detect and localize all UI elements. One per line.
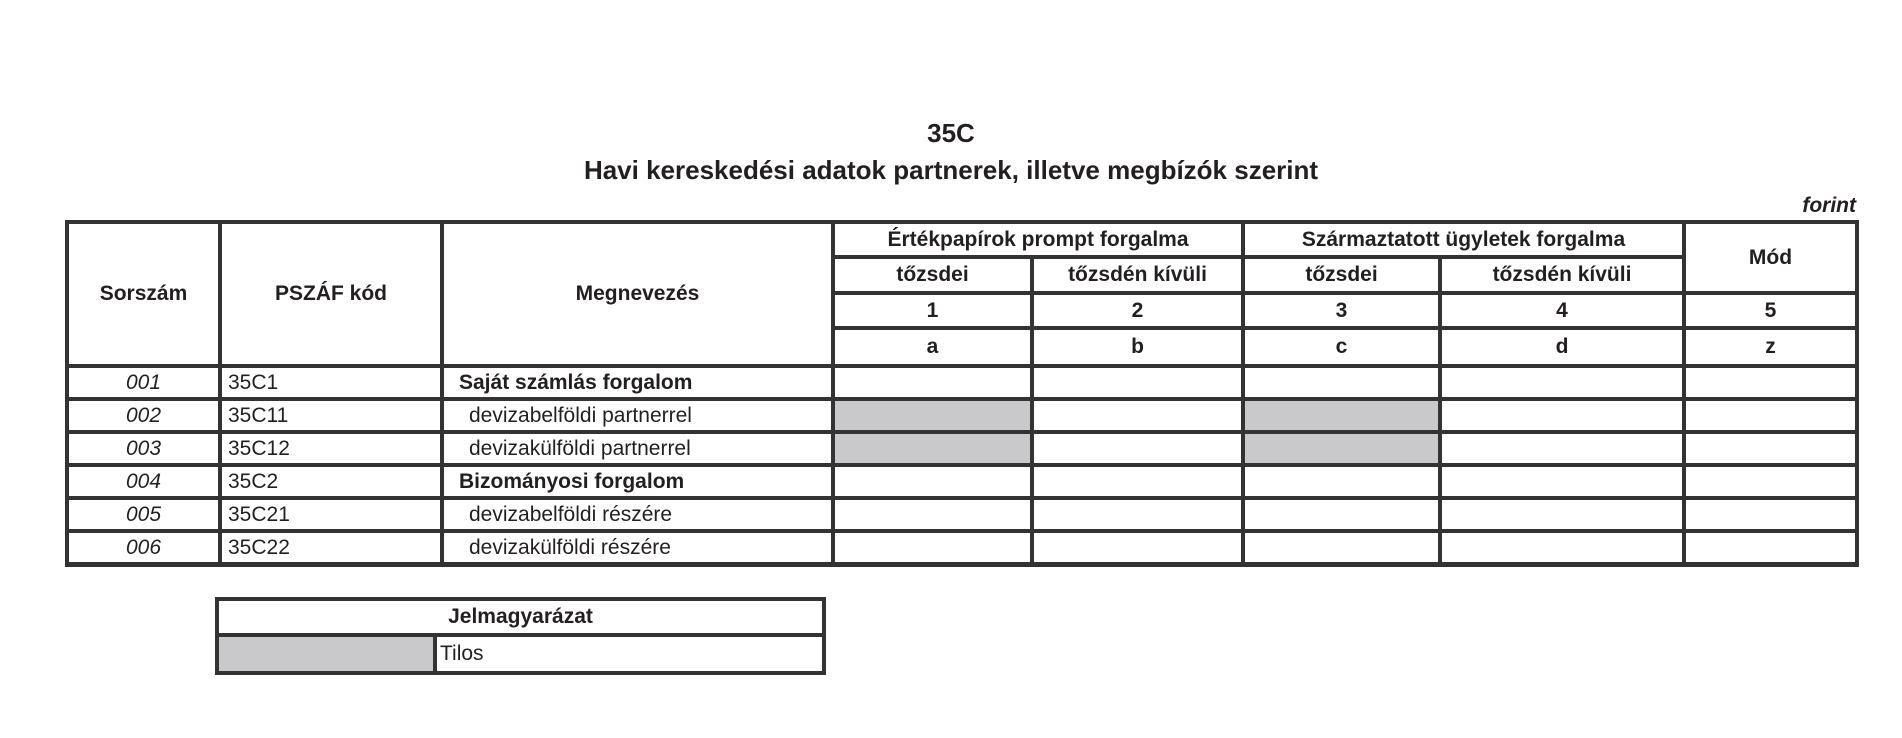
column-number: 2 (1034, 295, 1241, 326)
row-pszaf-kod: 35C1 (222, 368, 440, 397)
column-number: 5 (1686, 295, 1855, 326)
data-cell-a[interactable] (835, 368, 1030, 397)
data-cell-z[interactable] (1686, 467, 1855, 496)
data-cell-d[interactable] (1442, 368, 1682, 397)
column-letter: a (835, 330, 1030, 364)
row-megnevezes: devizabelföldi partnerrel (444, 401, 831, 430)
data-cell-z[interactable] (1686, 434, 1855, 463)
row-megnevezes: Bizományosi forgalom (444, 467, 831, 496)
data-cell-c[interactable] (1245, 467, 1438, 496)
data-cell-c[interactable] (1245, 500, 1438, 529)
row-sorszam: 002 (69, 401, 218, 430)
data-cell-b[interactable] (1034, 401, 1241, 430)
row-pszaf-kod: 35C2 (222, 467, 440, 496)
data-cell-d[interactable] (1442, 401, 1682, 430)
header-megnevezes: Megnevezés (444, 224, 831, 364)
column-letter: d (1442, 330, 1682, 364)
data-cell-b[interactable] (1034, 434, 1241, 463)
column-letter: b (1034, 330, 1241, 364)
header-tozsden-kivuli-szarmaztatott: tőzsdén kívüli (1442, 259, 1682, 291)
column-letter: z (1686, 330, 1855, 364)
header-tozsdei-szarmaztatott: tőzsdei (1245, 259, 1438, 291)
form-code: 35C (927, 118, 975, 148)
data-cell-c[interactable] (1245, 533, 1438, 562)
header-mod: Mód (1686, 224, 1855, 291)
column-number: 3 (1245, 295, 1438, 326)
row-pszaf-kod: 35C21 (222, 500, 440, 529)
forbidden-cell (835, 434, 1030, 463)
row-sorszam: 001 (69, 368, 218, 397)
forbidden-cell (1245, 434, 1438, 463)
data-cell-z[interactable] (1686, 500, 1855, 529)
row-pszaf-kod: 35C12 (222, 434, 440, 463)
data-cell-d[interactable] (1442, 500, 1682, 529)
column-letter: c (1245, 330, 1438, 364)
data-cell-d[interactable] (1442, 533, 1682, 562)
row-sorszam: 003 (69, 434, 218, 463)
header-tozsden-kivuli-ertekpapir: tőzsdén kívüli (1034, 259, 1241, 291)
row-megnevezes: devizabelföldi részére (444, 500, 831, 529)
data-cell-b[interactable] (1034, 467, 1241, 496)
data-cell-a[interactable] (835, 500, 1030, 529)
data-cell-a[interactable] (835, 467, 1030, 496)
data-cell-b[interactable] (1034, 368, 1241, 397)
data-cell-b[interactable] (1034, 500, 1241, 529)
row-pszaf-kod: 35C11 (222, 401, 440, 430)
forbidden-cell (1245, 401, 1438, 430)
column-number: 1 (835, 295, 1030, 326)
data-cell-d[interactable] (1442, 467, 1682, 496)
row-megnevezes: Saját számlás forgalom (444, 368, 831, 397)
row-sorszam: 006 (69, 533, 218, 562)
currency-unit: forint (1802, 194, 1856, 217)
legend-title: Jelmagyarázat (219, 601, 822, 633)
header-tozsdei-ertekpapir: tőzsdei (835, 259, 1030, 291)
data-cell-z[interactable] (1686, 368, 1855, 397)
data-cell-d[interactable] (1442, 434, 1682, 463)
header-szarmaztatott-group: Származtatott ügyletek forgalma (1245, 224, 1682, 255)
header-pszaf-kod: PSZÁF kód (222, 224, 440, 364)
legend-swatch-forbidden (219, 637, 433, 671)
data-cell-z[interactable] (1686, 401, 1855, 430)
row-megnevezes: devizakülföldi részére (444, 533, 831, 562)
data-cell-c[interactable] (1245, 368, 1438, 397)
row-megnevezes: devizakülföldi partnerrel (444, 434, 831, 463)
column-number: 4 (1442, 295, 1682, 326)
data-cell-b[interactable] (1034, 533, 1241, 562)
header-ertekpapirok-group: Értékpapírok prompt forgalma (835, 224, 1241, 255)
row-sorszam: 004 (69, 467, 218, 496)
form-title: Havi kereskedési adatok partnerek, illetve megbízók szerint (583, 155, 1319, 185)
header-sorszam: Sorszám (69, 224, 218, 364)
forbidden-cell (835, 401, 1030, 430)
legend-label-forbidden: Tilos (437, 637, 822, 671)
row-sorszam: 005 (69, 500, 218, 529)
legend (215, 597, 826, 675)
report-table (65, 220, 1859, 567)
data-cell-z[interactable] (1686, 533, 1855, 562)
row-pszaf-kod: 35C22 (222, 533, 440, 562)
data-cell-a[interactable] (835, 533, 1030, 562)
